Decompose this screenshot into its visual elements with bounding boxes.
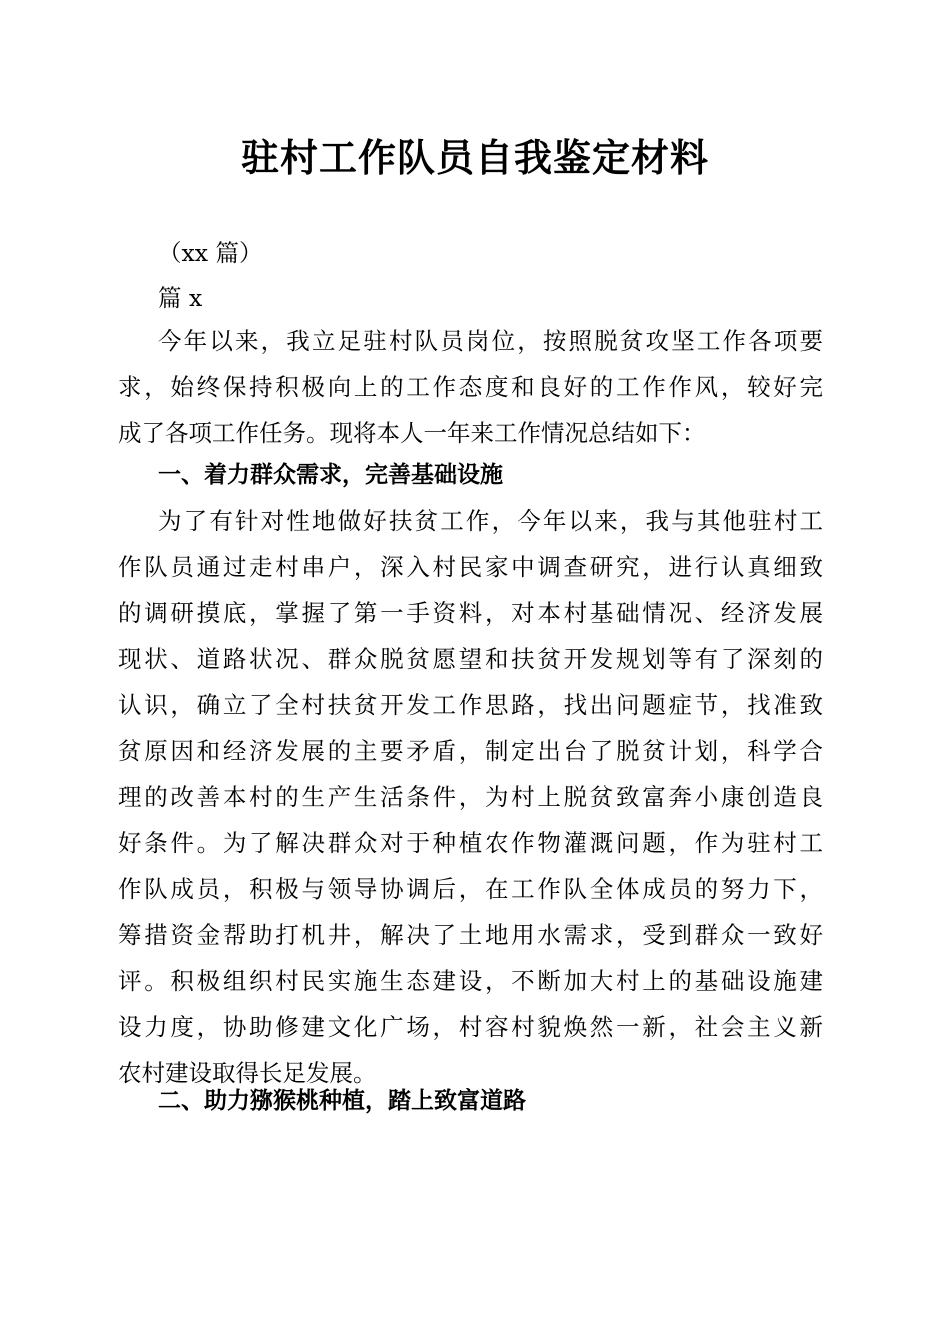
section-heading-1: 一、着力群众需求，完善基础设施 <box>158 462 503 488</box>
document-title: 驻村工作队员自我鉴定材料 <box>240 135 709 180</box>
paragraph-line: 现状、道路状况、群众脱贫愿望和扶贫开发规划等有了深刻的 <box>118 645 823 673</box>
paragraph-line: 农村建设取得长足发展。 <box>118 1059 377 1087</box>
paragraph-line: 今年以来，我立足驻村队员岗位，按照脱贫攻坚工作各项要 <box>158 327 823 355</box>
paragraph-line: 为了有针对性地做好扶贫工作，今年以来，我与其他驻村工 <box>158 507 823 535</box>
subtitle: （xx 篇） <box>158 239 263 267</box>
paragraph-line: 好条件。为了解决群众对于种植农作物灌溉问题，作为驻村工 <box>118 829 823 857</box>
part-label: 篇 x <box>158 284 203 312</box>
paragraph-line: 贫原因和经济发展的主要矛盾，制定出台了脱贫计划，科学合 <box>118 737 823 765</box>
paragraph-line: 作队员通过走村串户，深入村民家中调查研究，进行认真细致 <box>118 553 823 581</box>
paragraph-line: 设力度，协助修建文化广场，村容村貌焕然一新，社会主义新 <box>118 1013 823 1041</box>
paragraph-line: 认识，确立了全村扶贫开发工作思路，找出问题症节，找准致 <box>118 691 823 719</box>
paragraph-line: 求，始终保持积极向上的工作态度和良好的工作作风，较好完 <box>118 373 823 401</box>
section-heading-2: 二、助力猕猴桃种植，踏上致富道路 <box>158 1088 526 1114</box>
paragraph-line: 成了各项工作任务。现将本人一年来工作情况总结如下： <box>118 419 706 447</box>
paragraph-line: 理的改善本村的生产生活条件，为村上脱贫致富奔小康创造良 <box>118 783 823 811</box>
paragraph-line: 筹措资金帮助打机井，解决了土地用水需求，受到群众一致好 <box>118 921 823 949</box>
paragraph-line: 评。积极组织村民实施生态建设，不断加大村上的基础设施建 <box>118 967 823 995</box>
paragraph-line: 的调研摸底，掌握了第一手资料，对本村基础情况、经济发展 <box>118 599 823 627</box>
section-1-paragraph <box>118 498 823 1096</box>
paragraph-line: 作队成员，积极与领导协调后，在工作队全体成员的努力下， <box>118 875 823 903</box>
intro-paragraph <box>118 318 823 456</box>
